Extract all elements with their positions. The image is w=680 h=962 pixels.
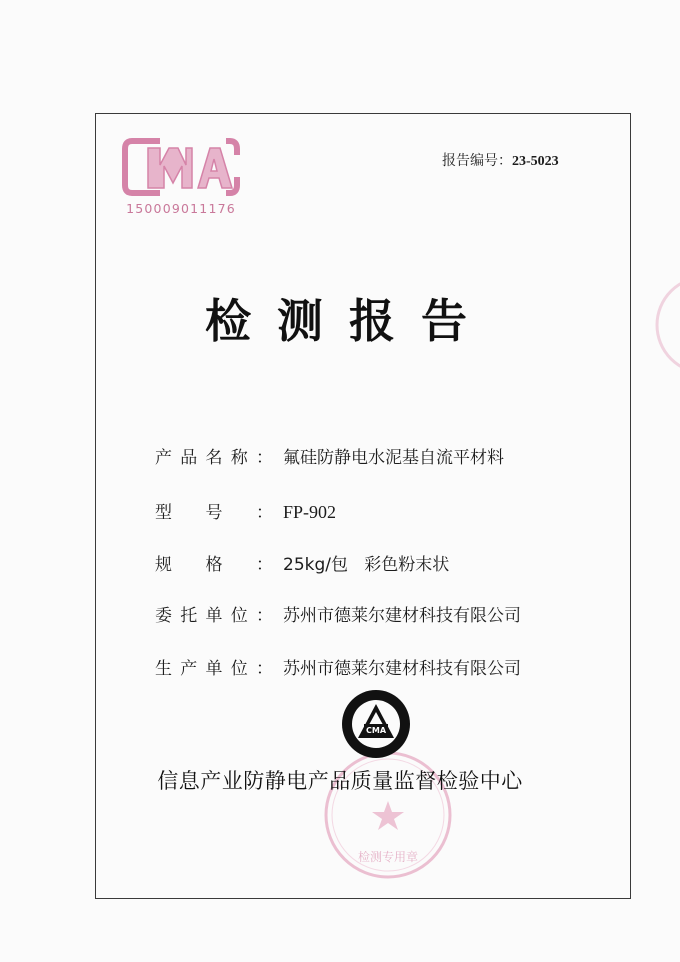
spec-row xyxy=(155,550,449,575)
cma-mark xyxy=(120,133,242,223)
report-title: 检测报告 xyxy=(205,294,493,348)
client-row xyxy=(155,601,521,626)
product-name-row xyxy=(155,443,504,468)
logo-cma-text: CMA xyxy=(365,726,387,735)
product-name-value: 氟硅防静电水泥基自流平材料 xyxy=(283,448,504,468)
report-number-value: 23-5023 xyxy=(512,154,559,169)
spec-label: 规格： xyxy=(155,555,273,575)
client-value: 苏州市德莱尔建材科技有限公司 xyxy=(283,606,521,626)
model-label: 型号： xyxy=(155,503,273,523)
edge-seal-fragment xyxy=(650,270,680,380)
spec-value: 25kg/包 彩色粉末状 xyxy=(283,555,450,575)
manufacturer-value: 苏州市德莱尔建材科技有限公司 xyxy=(283,659,521,679)
anti-static-logo xyxy=(340,688,412,760)
manufacturer-row xyxy=(155,654,521,679)
client-label: 委托单位： xyxy=(155,606,273,626)
cma-certificate-number: 150009011176 xyxy=(126,201,236,216)
issuing-organization: 信息产业防静电产品质量监督检验中心 xyxy=(157,769,523,793)
manufacturer-label: 生产单位： xyxy=(155,659,273,679)
seal-bottom-text: 检测专用章 xyxy=(357,850,419,864)
report-number-label: 报告编号： xyxy=(442,153,512,169)
report-number xyxy=(442,150,559,170)
model-row xyxy=(155,498,336,523)
product-name-label: 产品名称： xyxy=(155,448,273,468)
model-value: FP-902 xyxy=(283,502,337,522)
